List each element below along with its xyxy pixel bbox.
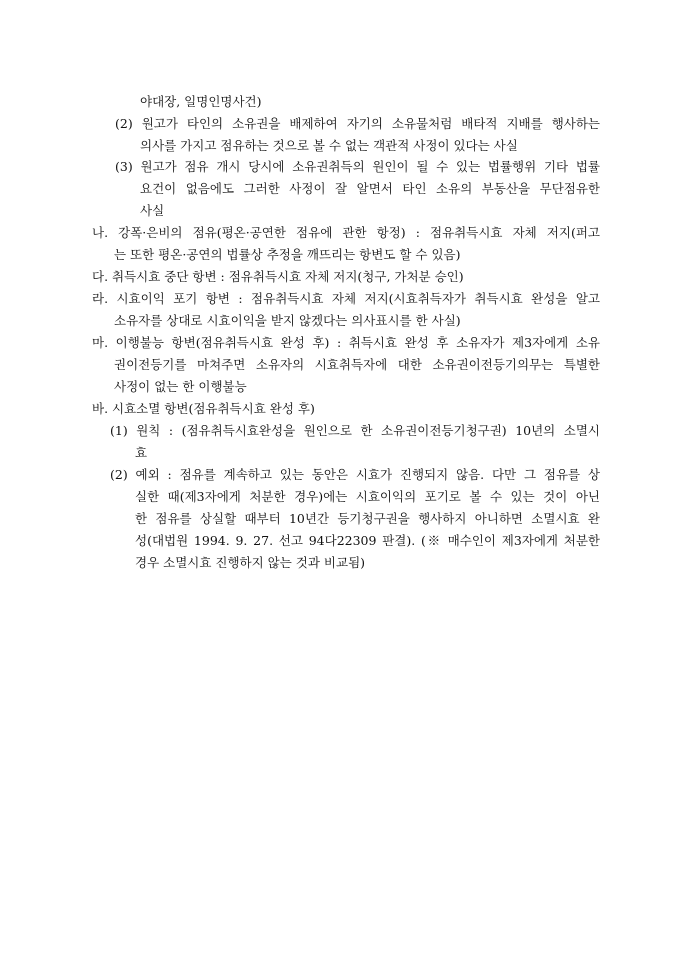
- text-line: (2) 예외 : 점유를 계속하고 있는 동안은 시효가 진행되지 않음. 다만 그 점유를 상: [110, 467, 600, 482]
- text-line: 는 또한 평온·공연의 법률상 추정을 깨뜨리는 항변도 할 수 있음): [114, 247, 461, 262]
- section-ra: [92, 288, 600, 332]
- text-line: 소유자를 상대로 시효이익을 받지 않겠다는 의사표시를 한 사실): [114, 313, 461, 328]
- text-line: 경우 소멸시효 진행하지 않는 것과 비교됨): [135, 555, 366, 570]
- text-line: 다. 취득시효 중단 항변 : 점유취득시효 자체 저지(청구, 가처분 승인): [92, 269, 464, 284]
- text-line: 사실: [140, 203, 165, 218]
- text-line: 한 점유를 상실할 때부터 10년간 등기청구권을 행사하지 아니하면 소멸시효 완: [135, 511, 600, 526]
- text-line: (3) 원고가 점유 개시 당시에 소유권취득의 원인이 될 수 있는 법률행위 기타 법률: [115, 159, 600, 174]
- text-line: (1) 원칙 : (점유취득시효완성을 원인으로 한 소유권이전등기청구권) 10년의 소멸시: [110, 423, 600, 438]
- section-ba: [92, 398, 600, 420]
- text-line: 성(대법원 1994. 9. 27. 선고 94다22309 판결). (※ 매수인이 제3자에게 처분한: [135, 533, 600, 548]
- section-ma: [92, 332, 600, 398]
- text-line: 실한 때(제3자에게 처분한 경우)에는 시효이익의 포기로 볼 수 있는 것이 아닌: [135, 489, 600, 504]
- text-line: 마. 이행불능 항변(점유취득시효 완성 후) : 취득시효 완성 후 소유자가 제3자에게 소유: [92, 335, 600, 350]
- section-ba-item-2: [110, 464, 600, 574]
- text-line: (2) 원고가 타인의 소유권을 배제하여 자기의 소유물처럼 배타적 지배를 행사하는: [115, 116, 600, 131]
- text-line: 나. 강폭·은비의 점유(평온·공연한 점유에 관한 항정) : 점유취득시효 자체 저지(퍼고: [92, 225, 600, 240]
- text-line: 라. 시효이익 포기 항변 : 점유취득시효 자체 저지(시효취득자가 취득시효 완성을 알고: [92, 291, 600, 306]
- list-item-3: [115, 156, 600, 222]
- text-line: 요건이 없음에도 그러한 사정이 잘 알면서 타인 소유의 부동산을 무단점유한: [140, 181, 600, 196]
- text-line: 효: [135, 445, 148, 460]
- section-da: [92, 266, 600, 288]
- text-line: 야대장, 일명인명사건): [140, 94, 262, 109]
- text-line: 의사를 가지고 점유하는 것으로 볼 수 없는 객관적 사정이 있다는 사실: [140, 138, 518, 153]
- text-line: 권이전등기를 마쳐주면 소유자의 시효취득자에 대한 소유권이전등기의무는 특별한: [114, 357, 600, 372]
- paragraph-continuation: [140, 91, 600, 113]
- section-na: [92, 222, 600, 266]
- section-ba-item-1: [110, 420, 600, 464]
- text-line: 바. 시효소멸 항변(점유취득시효 완성 후): [92, 401, 315, 416]
- list-item-2: [115, 113, 600, 157]
- text-line: 사정이 없는 한 이행불능: [114, 379, 247, 394]
